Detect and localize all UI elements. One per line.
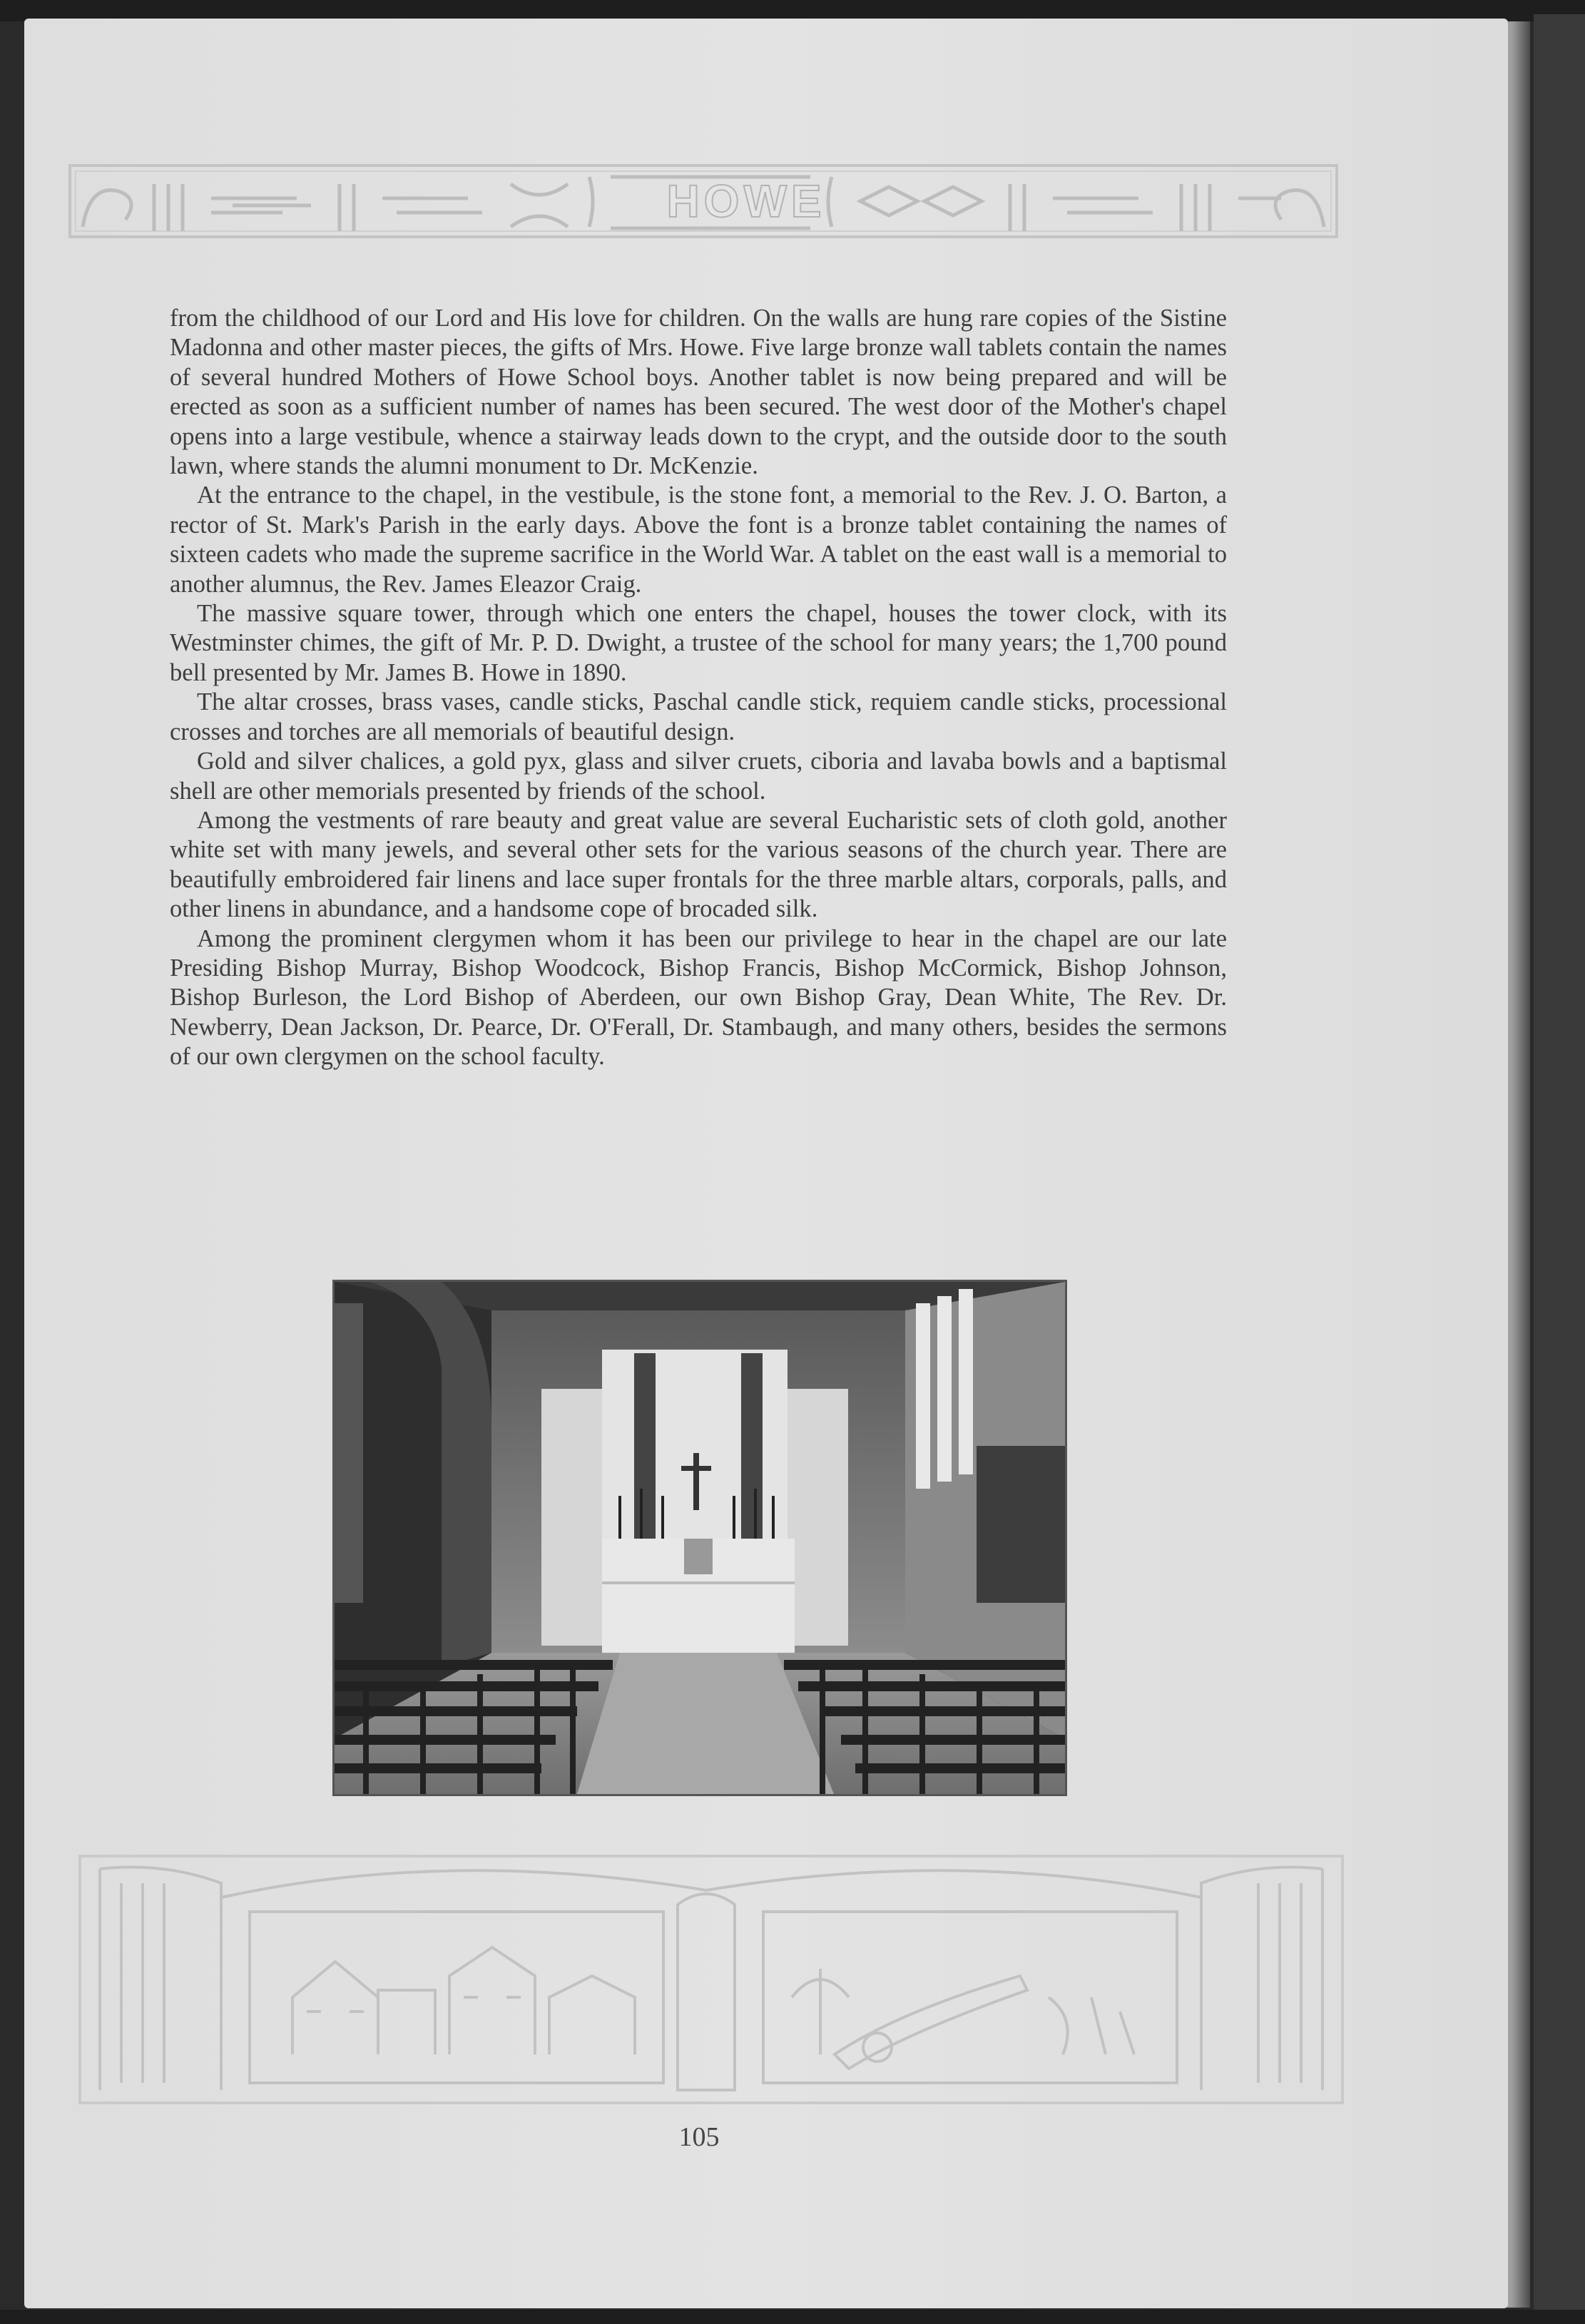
paragraph-1: from the childhood of our Lord and His love for children. On the walls are hung rare copies of the Sistine Madonna and other master pieces, the gifts of Mrs. Howe. Five large bronze wall tablets contain the names of several hundred Mothers of Howe School boys. Another tablet is now being prepared and will be erected as soon as a sufficient number of names has been secured. The west door of the Mother's chapel opens into a large vestibule, whence a stairway leads down to the crypt, and the outside door to the south lawn, where stands the alumni monument to Dr. McKenzie. bbox=[170, 305, 1227, 480]
paragraph-5: Gold and silver chalices, a gold pyx, glass and silver cruets, ciboria and lavaba bowls and a baptismal shell are other memorials presented by friends of the school. bbox=[170, 748, 1227, 805]
article-body bbox=[170, 304, 1227, 1072]
header-banner bbox=[68, 163, 1338, 240]
paragraph-4: The altar crosses, brass vases, candle sticks, Paschal candle stick, requiem candle sticks, processional crosses and torches are all memorials of beautiful design. bbox=[170, 688, 1227, 745]
book-spine-edge bbox=[1534, 14, 1585, 2324]
paragraph-2: At the entrance to the chapel, in the vestibule, is the stone font, a memorial to the Rev. J. O. Barton, a rector of St. Mark's Parish in the early days. Above the font is a bronze tablet containing the names of sixteen cadets who made the supreme sacrifice in the World War. A tablet on the east wall is a memorial to another alumnus, the Rev. James Eleazor Craig. bbox=[170, 481, 1227, 598]
scan-bottom-edge bbox=[0, 2310, 1585, 2324]
paragraph-7: Among the prominent clergymen whom it has been our privilege to hear in the chapel are our late Presiding Bishop Murray, Bishop Woodcock, Bishop Francis, Bishop McCormick, Bishop Johnson, Bishop Burleson, the Lord Bishop of Aberdeen, our own Bishop Gray, Dean White, The Rev. Dr. Newberry, Dean Jackson, Dr. Pearce, Dr. O'Ferall, Dr. Stambaugh, and many others, besides the sermons of our own clergymen on the school faculty. bbox=[170, 924, 1227, 1071]
footer-ornament-icon bbox=[78, 1855, 1344, 2104]
paragraph-3: The massive square tower, through which one enters the chapel, houses the tower clock, with its Westminster chimes, the gift of Mr. P. D. Dwight, a trustee of the school for many years; the 1,700 pound bell presented by Mr. James B. Howe in 1890. bbox=[170, 600, 1227, 686]
header-title: HOWE bbox=[666, 175, 826, 227]
chapel-interior-image bbox=[335, 1282, 1065, 1794]
paragraph-6: Among the vestments of rare beauty and great value are several Eucharistic sets of cloth gold, another white set with many jewels, and several other sets for the various seasons of the church year. There are beautifully embroidered fair linens and lace super frontals for the three marble altars, corporals, palls, and other linens in abundance, and a handsome cope of brocaded silk. bbox=[170, 806, 1227, 923]
page-number: 105 bbox=[678, 2122, 720, 2152]
footer-banner bbox=[78, 1855, 1344, 2104]
chapel-photograph bbox=[332, 1280, 1067, 1796]
